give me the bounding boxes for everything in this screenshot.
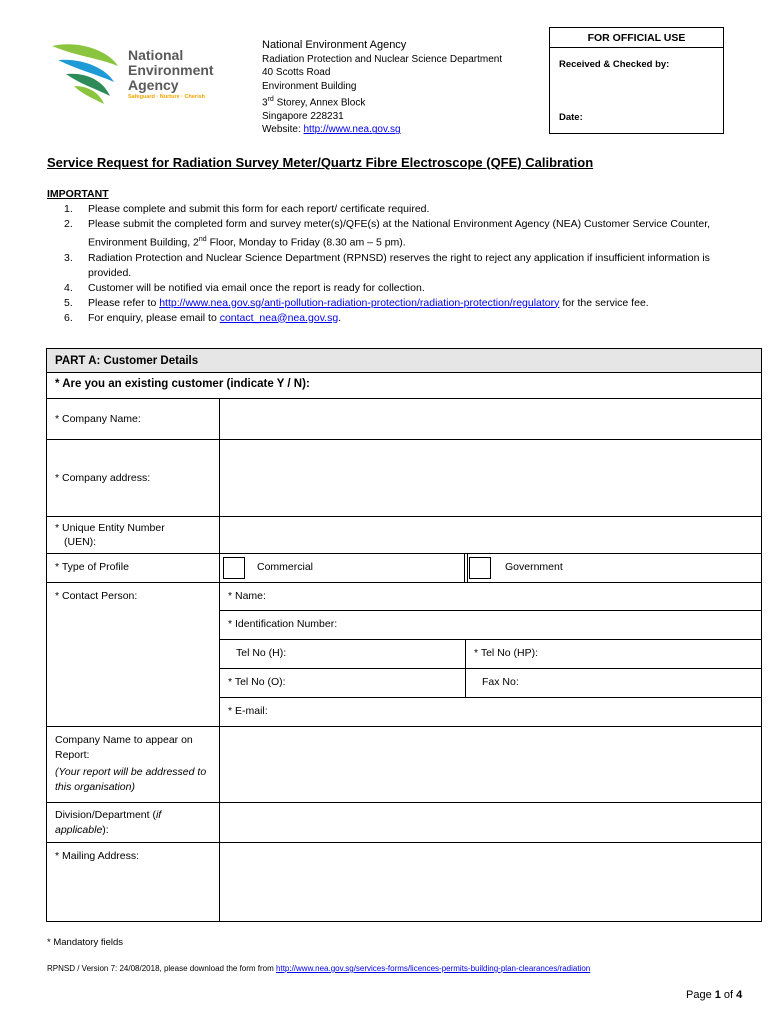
important-item-3: 3. Radiation Protection and Nuclear Science Department (RPNSD) reserves the right to reject any application if insufficient information is provided. [64, 251, 710, 279]
mailing-address-label: * Mailing Address: [55, 850, 140, 862]
enquiry-email-link[interactable]: contact_nea@nea.gov.sg [219, 311, 339, 324]
official-use-box [549, 27, 724, 134]
profile-type-row [47, 554, 761, 583]
logo-line-1: National [128, 47, 184, 63]
commercial-checkbox[interactable] [223, 557, 245, 579]
tel-office-label[interactable]: * Tel No (O): [228, 676, 286, 688]
uen-label: * Unique Entity Number (UEN): [55, 522, 165, 548]
agency-line-1: Radiation Protection and Nuclear Science Department [262, 54, 503, 65]
report-name-input[interactable] [220, 727, 761, 802]
uen-row [47, 517, 761, 554]
agency-postal: Singapore 228231 [262, 110, 344, 122]
existing-customer-row[interactable] [47, 373, 761, 399]
important-item-2: 2. Please submit the completed form and survey meter(s)/QFE(s) at the National Environment Agency (NEA) Customer Service Counter, Environment Building, 2nd Floor, Monday to Friday (8.30 am – 5 pm). [64, 218, 711, 249]
identification-number-input[interactable] [220, 611, 761, 640]
important-item-4: 4. Customer will be notified via email once the report is ready for collection. [64, 281, 425, 294]
agency-storey: 3rd Storey, Annex Block [262, 96, 366, 109]
fax-label[interactable]: Fax No: [482, 676, 519, 688]
report-name-label: Company Name to appear on Report: (Your report will be addressed to this organisation) [55, 734, 207, 793]
important-item-6: 6. For enquiry, please email to contact_nea@nea.gov.sg. [64, 311, 342, 324]
tel-row [220, 640, 761, 669]
important-item-1: 1. Please complete and submit this form for each report/ certificate required. [64, 203, 430, 215]
commercial-label: Commercial [257, 561, 314, 573]
tel-hp-label[interactable]: * Tel No (HP): [474, 647, 538, 659]
company-address-row [47, 440, 761, 517]
agency-website: Website: http://www.nea.gov.sg [262, 124, 401, 136]
company-address-input[interactable] [220, 440, 761, 516]
email-input[interactable] [220, 698, 761, 727]
government-checkbox[interactable] [469, 557, 491, 579]
logo-tagline: Safeguard · Nurture · Cherish [128, 94, 206, 100]
division-input[interactable] [220, 803, 761, 842]
profile-type-label: * Type of Profile [55, 561, 129, 573]
report-name-row [47, 727, 761, 803]
agency-line-2: 40 Scotts Road [262, 67, 331, 79]
agency-line-3: Environment Building [262, 80, 357, 92]
government-label: Government [505, 561, 563, 573]
important-section [47, 187, 747, 326]
division-label: Division/Department (if applicable): [55, 809, 162, 836]
logo-line-2: Environment [128, 62, 214, 78]
company-name-input[interactable] [220, 399, 761, 439]
customer-details-form [46, 348, 762, 922]
page-title: Service Request for Radiation Survey Meter/Quartz Fibre Electroscope (QFE) Calibration [47, 155, 594, 170]
nea-logo [48, 40, 248, 106]
company-address-label: * Company address: [55, 472, 151, 484]
mailing-address-input[interactable] [220, 843, 761, 921]
logo-line-3: Agency [128, 77, 179, 93]
download-form-link[interactable]: http://www.nea.gov.sg/services-forms/licences-permits-building-plan-clearances/radiation [276, 964, 591, 973]
important-label: IMPORTANT [47, 188, 109, 200]
agency-name: National Environment Agency [262, 39, 407, 51]
agency-address [262, 38, 502, 137]
part-a-header: PART A: Customer Details [47, 349, 761, 373]
official-use-header: FOR OFFICIAL USE [550, 28, 723, 48]
agency-website-link[interactable]: http://www.nea.gov.sg [303, 124, 401, 136]
existing-customer-label: * Are you an existing customer (indicate Y / N): [55, 378, 310, 390]
tel-home-label[interactable]: Tel No (H): [236, 647, 287, 659]
company-name-label: * Company Name: [55, 413, 141, 425]
contact-person-block [47, 583, 761, 727]
date-label: Date: [559, 112, 583, 123]
identification-number-label: * Identification Number: [228, 618, 338, 630]
version-note: RPNSD / Version 7: 24/08/2018, please download the form from http://www.nea.gov.sg/services-forms/licences-permits-building-plan-clearances/radiation [47, 964, 591, 973]
nea-leaf-icon [48, 40, 126, 106]
contact-person-label: * Contact Person: [55, 590, 138, 602]
company-name-row [47, 399, 761, 440]
mailing-address-row [47, 843, 761, 921]
service-fee-link[interactable]: http://www.nea.gov.sg/anti-pollution-radiation-protection/radiation-protection/regulatory [159, 296, 560, 309]
tel-fax-row [220, 669, 761, 698]
uen-input[interactable] [220, 517, 761, 553]
contact-name-label: * Name: [228, 590, 266, 602]
email-label: * E-mail: [228, 705, 268, 717]
page-number: Page 1 of 4 [686, 989, 743, 1001]
mandatory-note: * Mandatory fields [47, 937, 124, 948]
important-item-5: 5. Please refer to http://www.nea.gov.sg/anti-pollution-radiation-protection/radiation-protection/regulatory for the service fee. [64, 296, 649, 309]
division-row [47, 803, 761, 843]
received-checked-label: Received & Checked by: [559, 59, 670, 70]
contact-name-input[interactable] [220, 583, 761, 611]
